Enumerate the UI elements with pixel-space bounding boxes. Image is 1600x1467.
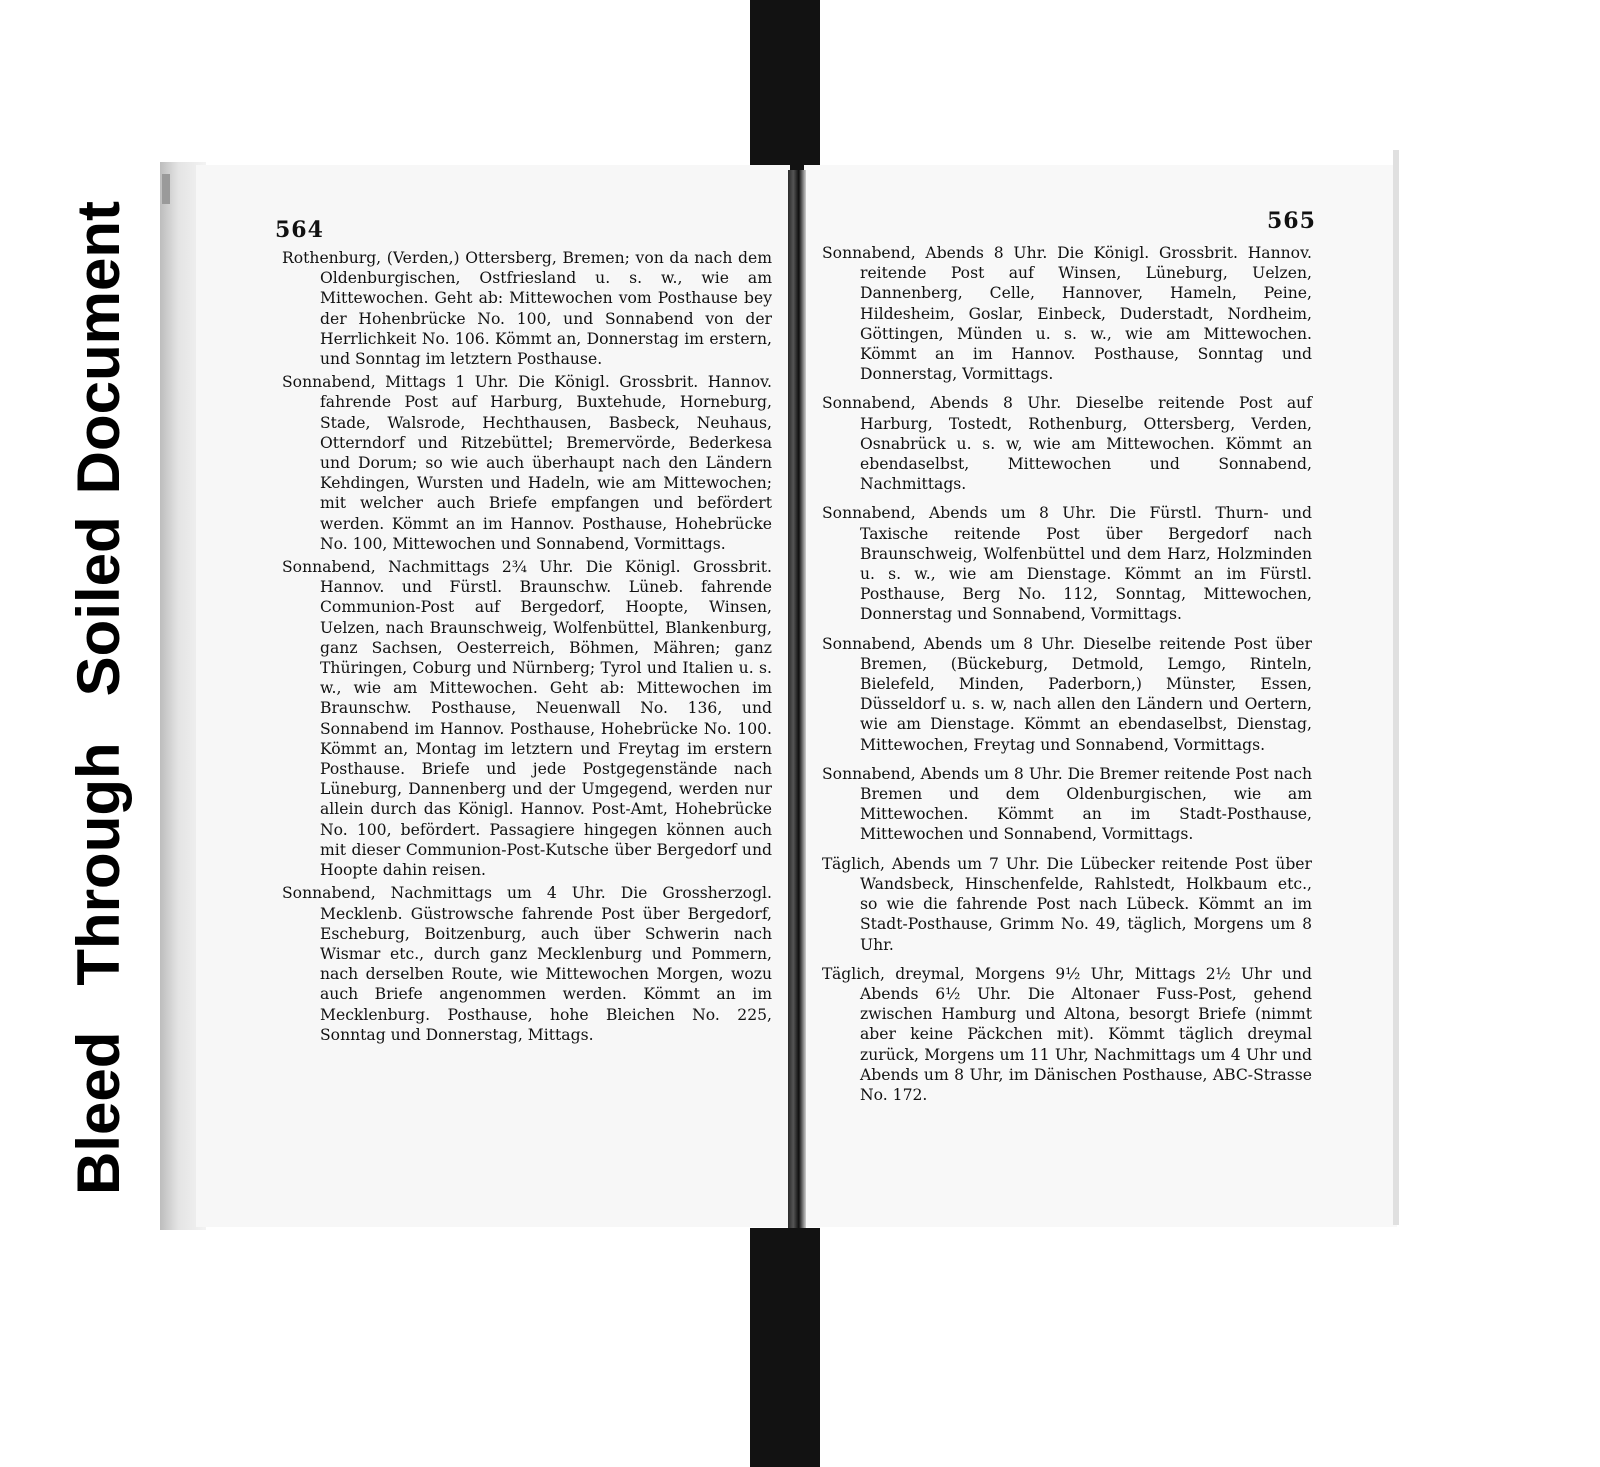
schedule-entry: Täglich, dreymal, Morgens 9½ Uhr, Mittags 2½ Uhr und Abends 6½ Uhr. Die Altonaer Fuss-Post, gehend zwischen Hamburg und Altona, besorgt Briefe (nimmt aber keine Päckchen mit). Kömmt täglich dreymal zurück, Morgens um 11 Uhr, Nachmittags um 4 Uhr und Abends um 8 Uhr, im Dänischen Posthause, ABC-Strasse No. 172. <box>822 964 1312 1104</box>
schedule-entry: Sonnabend, Abends um 8 Uhr. Dieselbe reitende Post über Bremen, (Bückeburg, Detmold, Lemgo, Rinteln, Bielefeld, Minden, Paderborn,) Münster, Essen, Düsseldorf u. s. w, nach allen den Ländern und Oertern, wie am Dienstage. Kömmt an ebendaselbst, Dienstag, Mittewochen, Freytag und Sonnabend, Vormittags. <box>822 634 1312 754</box>
schedule-entry: Sonnabend, Nachmittags 2¾ Uhr. Die Königl. Grossbrit. Hannov. und Fürstl. Braunschw. Lüneb. fahrende Communion-Post auf Bergedorf, Hoopte, Winsen, Uelzen, nach Braunschweig, Wolfenbüttel, Blankenburg, ganz Sachsen, Oesterreich, Böhmen, Mähren; ganz Thüringen, Coburg und Nürnberg; Tyrol und Italien u. s. w., wie am Mittewochen. Geht ab: Mittewochen im Braunschw. Posthause, Neuenwall No. 136, und Sonnabend im Hannov. Posthause, Hohebrücke No. 100. Kömmt an, Montag im letztern und Freytag im erstern Posthause. Briefe und jede Postgegenstände nach Lüneburg, Dannenberg und der Umgegend, werden nur allein durch das Königl. Hannov. Post-Amt, Hohebrücke No. 100, befördert. Passagiere hingegen können auch mit dieser Communion-Post-Kutsche über Bergedorf und Hoopte dahin reisen. <box>282 558 772 880</box>
schedule-entry: Täglich, Abends um 7 Uhr. Die Lübecker reitende Post über Wandsbeck, Hinschenfelde, Rahlstedt, Holkbaum etc., so wie die fahrende Post nach Lübeck. Kömmt an im Stadt-Posthause, Grimm No. 49, täglich, Morgens um 8 Uhr. <box>822 854 1312 954</box>
label-word-2: Through <box>65 742 132 986</box>
label-word-1: Bleed <box>65 1031 132 1195</box>
schedule-entry: Sonnabend, Abends um 8 Uhr. Die Fürstl. Thurn- und Taxische reitende Post über Bergedorf nach Braunschweig, Wolfenbüttel und dem Harz, Holzminden u. s. w., wie am Dienstage. Kömmt an im Fürstl. Posthause, Berg No. 112, Sonntag, Mittewochen, Donnerstag und Sonnabend, Vormittags. <box>822 504 1312 624</box>
page-number-right: 565 <box>1267 208 1316 234</box>
label-word-3: Soiled <box>65 516 132 697</box>
schedule-entry: Sonnabend, Abends 8 Uhr. Die Königl. Grossbrit. Hannov. reitende Post auf Winsen, Lüneburg, Uelzen, Dannenberg, Celle, Hannover, Hameln, Peine, Hildesheim, Goslar, Einbeck, Duderstadt, Nordheim, Göttingen, Münden u. s. w., wie am Mittewochen. Kömmt an im Hannov. Posthause, Sonntag und Donnerstag, Vormittags. <box>822 244 1312 384</box>
schedule-entry: Rothenburg, (Verden,) Ottersberg, Bremen; von da nach dem Oldenburgischen, Ostfriesland u. s. w., wie am Mittewochen. Geht ab: Mittewochen vom Posthause bey der Hohenbrücke No. 100, und Sonnabend von der Herrlichkeit No. 106. Kömmt an, Donnerstag im erstern, und Sonntag im letztern Posthause. <box>282 249 772 369</box>
schedule-entry: Sonnabend, Nachmittags um 4 Uhr. Die Grossherzogl. Mecklenb. Güstrowsche fahrende Post über Bergedorf, Escheburg, Boitzenburg, auch über Schwerin nach Wismar etc., durch ganz Mecklenburg und Pommern, nach derselben Route, wie Mittewochen Morgen, wozu auch Briefe angenommen werden. Kömmt an im Mecklenburg. Posthause, hohe Bleichen No. 225, Sonntag und Donnerstag, Mittags. <box>282 884 772 1044</box>
schedule-entry: Sonnabend, Abends um 8 Uhr. Die Bremer reitende Post nach Bremen und dem Oldenburgischen, wie am Mittewochen. Kömmt an im Stadt-Posthause, Mittewochen und Sonnabend, Vormittags. <box>822 764 1312 844</box>
schedule-entry: Sonnabend, Mittags 1 Uhr. Die Königl. Grossbrit. Hannov. fahrende Post auf Harburg, Buxtehude, Horneburg, Stade, Walsrode, Hechthausen, Basbeck, Neuhaus, Otterndorf und Ritzebüttel; Bremervörde, Bederkesa und Dorum; so wie auch überhaupt nach den Ländern Kehdingen, Wursten und Hadeln, wie am Mittewochen; mit welcher auch Briefe empfangen und befördert werden. Kömmt an im Hannov. Posthause, Hohebrücke No. 100, Mittewochen und Sonnabend, Vormittags. <box>282 373 772 553</box>
book-spine <box>788 170 806 1228</box>
scanner-gutter-top <box>750 0 820 170</box>
page-number-left: 564 <box>275 217 324 243</box>
right-column <box>822 243 1312 1114</box>
left-column <box>282 248 772 1048</box>
label-word-4: Document <box>65 200 132 495</box>
schedule-entry: Sonnabend, Abends 8 Uhr. Dieselbe reitende Post auf Harburg, Tostedt, Rothenburg, Ottersberg, Verden, Osnabrück u. s. w, wie am Mittewochen. Kömmt an ebendaselbst, Mittewochen und Sonnabend, Nachmittags. <box>822 394 1312 494</box>
side-label <box>54 195 144 1195</box>
scanner-gutter-bottom <box>750 1228 820 1467</box>
right-page-edge <box>1393 150 1399 1225</box>
